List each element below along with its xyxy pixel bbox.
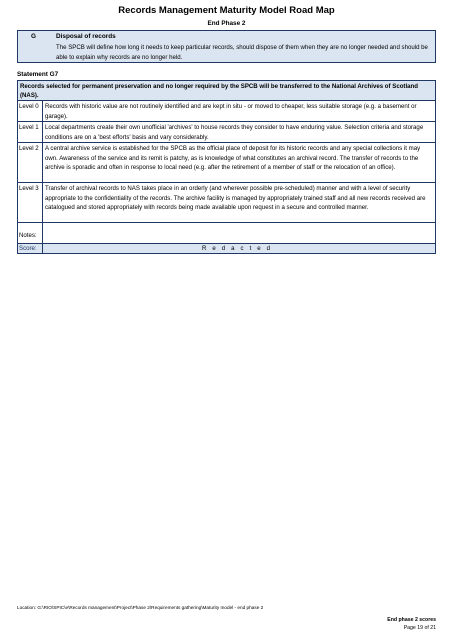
level-description: A central archive service is established for the SPCB as the official place of deposit for its historic records and any special collections it may own. Awareness of the service and its remit is patchy, as is knowledge of what constitutes an archival record. The transfer of records to the archive is sporadic and often in response to local need (e.g. after the retirement of a member of staff or the relocation of an office). xyxy=(42,143,435,182)
section-description: The SPCB will define how long it needs to keep particular records, should dispose of them when they are no longer needed and should be able to explain why records are no longer held. xyxy=(56,44,428,61)
section-title: Disposal of records xyxy=(56,33,116,40)
level-description: Transfer of archival records to NAS takes place in an orderly (and wherever possible pre-scheduled) manner and with a level of security appropriate to the confidentiality of the records. The archive facility is managed by appropriately trained staff and all new records received are catalogued and stored appropriately with records being made available upon request in a secure and controlled manner. xyxy=(42,183,435,222)
file-location: Location: G:\RIO\SPIC\e\Records management\Project\Phase 2\Requirements gathering\Maturity model - end phase 2 xyxy=(17,605,264,610)
level-description: Records with historic value are not routinely identified and are kept in situ - or moved to cheaper, less suitable storage (e.g. a basement or garage). xyxy=(42,101,435,121)
sheet-name: End phase 2 scores xyxy=(387,617,436,623)
level-label: Level 3 xyxy=(19,185,39,192)
statement-label: Statement G7 xyxy=(17,71,59,78)
score-label: Score: xyxy=(19,245,37,252)
score-row xyxy=(17,243,436,254)
score-value: Redacted xyxy=(42,244,435,253)
page-title: Records Management Maturity Model Road Map xyxy=(118,5,335,16)
page-number: Page 19 of 21 xyxy=(403,625,436,631)
maturity-levels-table xyxy=(17,100,436,249)
level-row-2 xyxy=(18,143,435,183)
level-row-0 xyxy=(18,101,435,122)
level-row-3 xyxy=(18,183,435,223)
level-row-1 xyxy=(18,122,435,143)
section-header xyxy=(17,30,436,63)
level-description: Local departments create their own unofficial 'archives' to house records they consider to have enduring value. Selection criteria and storage conditions are on a 'best efforts' basis and vary considerably. xyxy=(42,122,435,142)
section-letter: G xyxy=(31,33,36,40)
notes-label: Notes: xyxy=(19,232,37,239)
statement-text: Records selected for permanent preservation and no longer required by the SPCB will be transferred to the National Archives of Scotland (NAS). xyxy=(17,80,436,100)
level-label: Level 0 xyxy=(19,103,39,110)
level-label: Level 1 xyxy=(19,124,39,131)
level-label: Level 2 xyxy=(19,145,39,152)
page-subtitle: End Phase 2 xyxy=(207,20,246,27)
